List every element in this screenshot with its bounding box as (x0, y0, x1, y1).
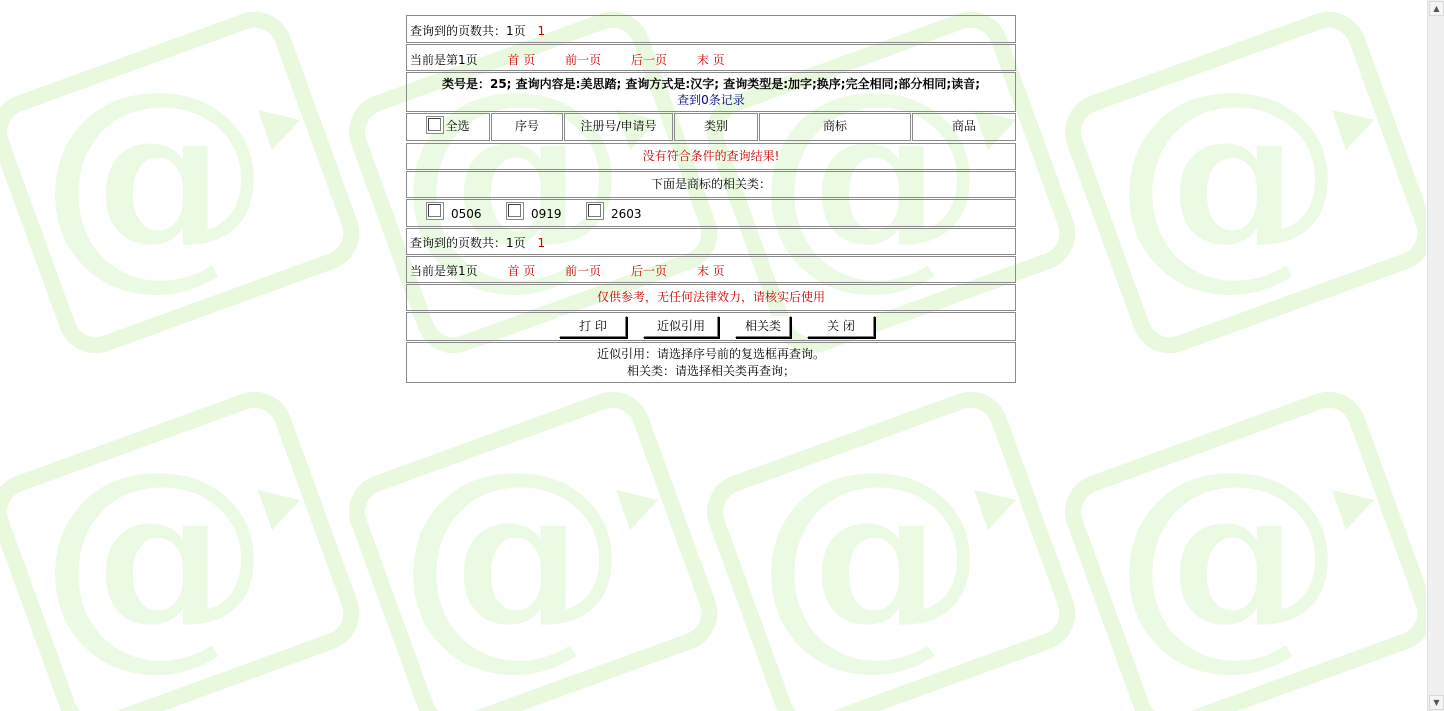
related-classes-row (406, 199, 1016, 227)
pager-nav-row-bottom (406, 256, 1016, 283)
similar-citation-button[interactable]: 近似引用 (643, 316, 719, 338)
header-reg-no: 注册号/申请号 (564, 113, 673, 141)
current-page-label: 当前是第1页 (410, 264, 478, 278)
first-page-link[interactable]: 首 页 (507, 53, 536, 67)
disclaimer-row (406, 284, 1016, 311)
related-class-item[interactable] (506, 204, 562, 222)
pager-total-row (406, 15, 1016, 43)
last-page-link[interactable]: 末 页 (696, 53, 725, 67)
vertical-scrollbar[interactable] (1427, 0, 1444, 711)
scroll-up-arrow-icon[interactable]: ▲ (1429, 1, 1444, 16)
next-page-link[interactable]: 后一页 (630, 264, 667, 278)
header-trademark: 商标 (759, 113, 911, 141)
current-page-label: 当前是第1页 (410, 53, 478, 67)
header-seq: 序号 (491, 113, 563, 141)
related-class-code: 0506 (451, 206, 482, 221)
related-class-checkbox[interactable] (506, 202, 524, 220)
related-title: 下面是商标的相关类： (650, 177, 771, 191)
notes-row (406, 342, 1016, 383)
select-all-label: 全选 (445, 119, 470, 133)
header-goods: 商品 (912, 113, 1016, 141)
next-page-link[interactable]: 后一页 (630, 53, 667, 67)
prev-page-link[interactable]: 前一页 (565, 53, 602, 67)
pager-total-row-bottom (406, 228, 1016, 255)
table-header (406, 113, 1016, 142)
page-link-1[interactable]: 1 (537, 236, 546, 250)
no-result-message: 没有符合条件的查询结果! (642, 149, 780, 163)
print-button[interactable]: 打 印 (559, 316, 627, 338)
last-page-link[interactable]: 末 页 (696, 264, 725, 278)
related-class-checkbox[interactable] (586, 202, 604, 220)
select-all-checkbox[interactable] (426, 116, 444, 134)
close-button[interactable]: 关 闭 (807, 316, 875, 338)
related-class-code: 0919 (531, 206, 562, 221)
disclaimer-text: 仅供参考，无任何法律效力，请核实后使用 (596, 290, 825, 304)
related-class-item[interactable] (586, 204, 642, 222)
related-title-row (406, 171, 1016, 198)
page-total-label: 查询到的页数共：1页 (410, 236, 526, 250)
page-link-1[interactable]: 1 (537, 24, 546, 38)
result-count: 查到0条记录 (677, 93, 745, 107)
prev-page-link[interactable]: 前一页 (565, 264, 602, 278)
header-select-all (406, 113, 490, 141)
query-summary: 类号是：25; 查询内容是:美思踏; 查询方式是:汉字; 查询类型是:加字;换序;完全相同;部分相同;读音; (441, 77, 981, 91)
related-class-button[interactable]: 相关类 (735, 316, 791, 338)
related-class-code: 2603 (611, 206, 642, 221)
no-result-row (406, 143, 1016, 170)
button-row (406, 312, 1016, 341)
scroll-down-arrow-icon[interactable]: ▼ (1429, 695, 1444, 710)
page-total-label: 查询到的页数共：1页 (410, 24, 526, 38)
related-class-item[interactable] (426, 204, 482, 222)
related-class-checkbox[interactable] (426, 202, 444, 220)
query-info-row (406, 72, 1016, 112)
first-page-link[interactable]: 首 页 (507, 264, 536, 278)
results-panel (406, 15, 1016, 384)
header-class: 类别 (674, 113, 758, 141)
note-related-class: 相关类：请选择相关类再查询； (626, 364, 795, 378)
note-similar-citation: 近似引用：请选择序号前的复选框再查询。 (596, 347, 825, 361)
pager-nav-row (406, 44, 1016, 71)
